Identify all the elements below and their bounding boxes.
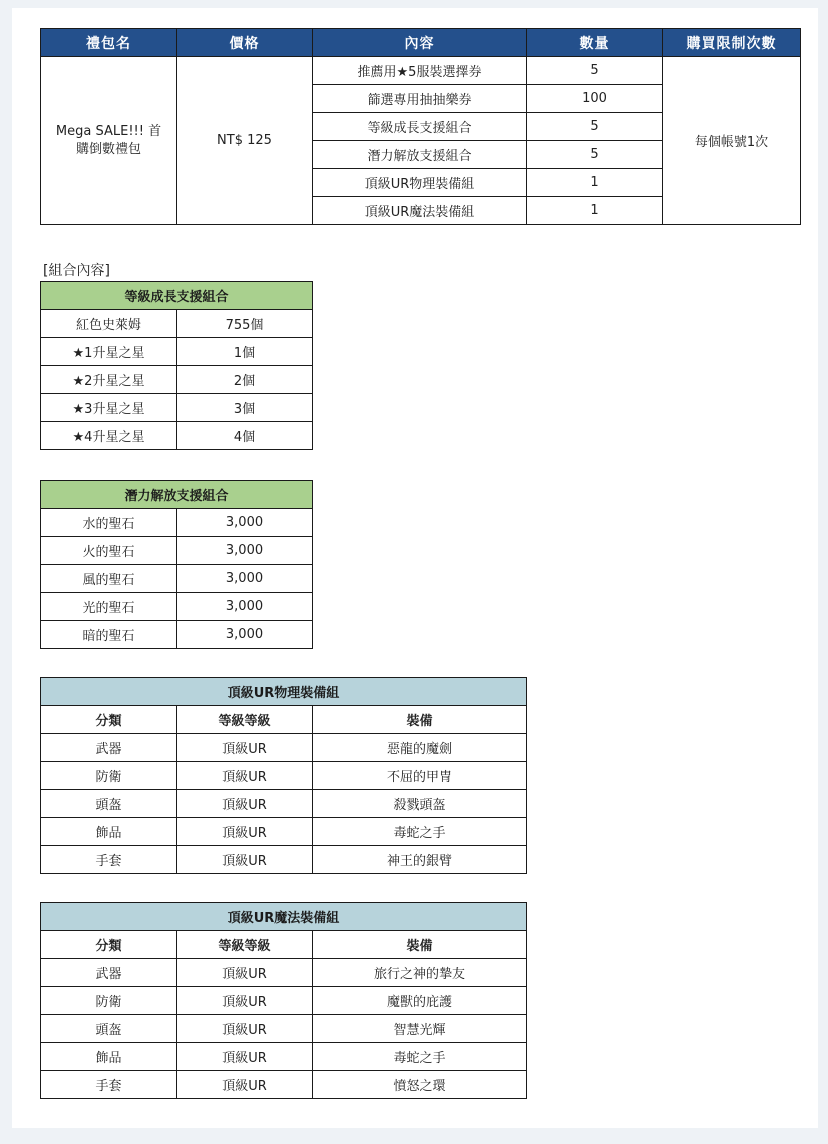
type-cell: 手套 bbox=[41, 846, 177, 874]
item-cell: 暗的聖石 bbox=[41, 621, 177, 649]
table-row bbox=[41, 310, 313, 338]
type-cell: 武器 bbox=[41, 959, 177, 987]
quantity-cell: 3,000 bbox=[177, 565, 313, 593]
type-cell: 頭盔 bbox=[41, 1015, 177, 1043]
table-row bbox=[41, 366, 313, 394]
table-row bbox=[41, 509, 313, 537]
grade-cell: 頂級UR bbox=[177, 790, 313, 818]
quantity-cell: 4個 bbox=[177, 422, 313, 450]
price-cell: NT$ 125 bbox=[177, 57, 313, 225]
section-label: [組合內容] bbox=[43, 263, 110, 279]
table-title: 潛力解放支援組合 bbox=[41, 481, 313, 509]
table-row bbox=[41, 338, 313, 366]
equipment-cell: 惡龍的魔劍 bbox=[313, 734, 527, 762]
column-header-equipment: 裝備 bbox=[313, 931, 527, 959]
table-title: 等級成長支援組合 bbox=[41, 282, 313, 310]
item-cell: 水的聖石 bbox=[41, 509, 177, 537]
table-row bbox=[41, 1043, 527, 1071]
grade-cell: 頂級UR bbox=[177, 1043, 313, 1071]
column-header-grade: 等級等級 bbox=[177, 706, 313, 734]
package-table-header bbox=[41, 29, 801, 57]
grade-cell: 頂級UR bbox=[177, 1015, 313, 1043]
table-row bbox=[41, 818, 527, 846]
table-row bbox=[41, 734, 527, 762]
grade-cell: 頂級UR bbox=[177, 846, 313, 874]
table-row bbox=[41, 846, 527, 874]
header-price: 價格 bbox=[177, 29, 313, 57]
item-cell: 風的聖石 bbox=[41, 565, 177, 593]
table-row bbox=[41, 593, 313, 621]
item-cell: ★3升星之星 bbox=[41, 394, 177, 422]
package-name-cell: Mega SALE!!! 首購倒數禮包 bbox=[41, 57, 177, 225]
equipment-cell: 神王的銀臂 bbox=[313, 846, 527, 874]
type-cell: 飾品 bbox=[41, 1043, 177, 1071]
table-row bbox=[41, 1015, 527, 1043]
type-cell: 頭盔 bbox=[41, 790, 177, 818]
equipment-cell: 不屈的甲冑 bbox=[313, 762, 527, 790]
quantity-cell: 755個 bbox=[177, 310, 313, 338]
quantity-cell: 3個 bbox=[177, 394, 313, 422]
quantity-cell: 2個 bbox=[177, 366, 313, 394]
quantity-cell: 1 bbox=[527, 197, 663, 225]
content-cell: 頂級UR魔法裝備組 bbox=[313, 197, 527, 225]
column-header-type: 分類 bbox=[41, 706, 177, 734]
type-cell: 防衛 bbox=[41, 987, 177, 1015]
type-cell: 防衛 bbox=[41, 762, 177, 790]
header-quantity: 數量 bbox=[527, 29, 663, 57]
column-header-grade: 等級等級 bbox=[177, 931, 313, 959]
quantity-cell: 3,000 bbox=[177, 621, 313, 649]
type-cell: 飾品 bbox=[41, 818, 177, 846]
table-row bbox=[41, 394, 313, 422]
table-row bbox=[41, 422, 313, 450]
quantity-cell: 3,000 bbox=[177, 593, 313, 621]
item-cell: 紅色史萊姆 bbox=[41, 310, 177, 338]
content-cell: 篩選專用抽抽樂券 bbox=[313, 85, 527, 113]
potential-release-table bbox=[40, 480, 313, 649]
content-cell: 等級成長支援組合 bbox=[313, 113, 527, 141]
table-row bbox=[41, 790, 527, 818]
quantity-cell: 3,000 bbox=[177, 537, 313, 565]
table-row bbox=[41, 1071, 527, 1099]
quantity-cell: 1 bbox=[527, 169, 663, 197]
table-row bbox=[41, 537, 313, 565]
document-page bbox=[12, 8, 818, 1128]
content-cell: 頂級UR物理裝備組 bbox=[313, 169, 527, 197]
equipment-cell: 毒蛇之手 bbox=[313, 1043, 527, 1071]
equipment-cell: 旅行之神的摯友 bbox=[313, 959, 527, 987]
equipment-cell: 智慧光輝 bbox=[313, 1015, 527, 1043]
table-row bbox=[41, 959, 527, 987]
header-purchase-limit: 購買限制次數 bbox=[663, 29, 801, 57]
equipment-cell: 魔獸的庇護 bbox=[313, 987, 527, 1015]
column-header-equipment: 裝備 bbox=[313, 706, 527, 734]
grade-cell: 頂級UR bbox=[177, 762, 313, 790]
equipment-cell: 殺戮頭盔 bbox=[313, 790, 527, 818]
quantity-cell: 5 bbox=[527, 57, 663, 85]
grade-cell: 頂級UR bbox=[177, 818, 313, 846]
item-cell: ★1升星之星 bbox=[41, 338, 177, 366]
ur-physical-equipment-table bbox=[40, 677, 527, 874]
quantity-cell: 5 bbox=[527, 113, 663, 141]
grade-cell: 頂級UR bbox=[177, 987, 313, 1015]
type-cell: 手套 bbox=[41, 1071, 177, 1099]
package-table bbox=[40, 28, 801, 225]
grade-cell: 頂級UR bbox=[177, 959, 313, 987]
content-cell: 潛力解放支援組合 bbox=[313, 141, 527, 169]
growth-support-table bbox=[40, 281, 313, 450]
header-package-name: 禮包名 bbox=[41, 29, 177, 57]
item-cell: ★2升星之星 bbox=[41, 366, 177, 394]
table-title: 頂級UR魔法裝備組 bbox=[41, 903, 527, 931]
ur-magic-equipment-table bbox=[40, 902, 527, 1099]
table-row bbox=[41, 565, 313, 593]
quantity-cell: 1個 bbox=[177, 338, 313, 366]
table-row bbox=[41, 762, 527, 790]
table-row bbox=[41, 57, 801, 85]
type-cell: 武器 bbox=[41, 734, 177, 762]
quantity-cell: 3,000 bbox=[177, 509, 313, 537]
quantity-cell: 100 bbox=[527, 85, 663, 113]
limit-cell: 每個帳號1次 bbox=[663, 57, 801, 225]
content-cell: 推薦用★5服裝選擇券 bbox=[313, 57, 527, 85]
grade-cell: 頂級UR bbox=[177, 734, 313, 762]
item-cell: 火的聖石 bbox=[41, 537, 177, 565]
item-cell: 光的聖石 bbox=[41, 593, 177, 621]
item-cell: ★4升星之星 bbox=[41, 422, 177, 450]
grade-cell: 頂級UR bbox=[177, 1071, 313, 1099]
equipment-cell: 憤怒之環 bbox=[313, 1071, 527, 1099]
quantity-cell: 5 bbox=[527, 141, 663, 169]
table-row bbox=[41, 987, 527, 1015]
equipment-cell: 毒蛇之手 bbox=[313, 818, 527, 846]
table-title: 頂級UR物理裝備組 bbox=[41, 678, 527, 706]
table-row bbox=[41, 621, 313, 649]
header-content: 內容 bbox=[313, 29, 527, 57]
column-header-type: 分類 bbox=[41, 931, 177, 959]
